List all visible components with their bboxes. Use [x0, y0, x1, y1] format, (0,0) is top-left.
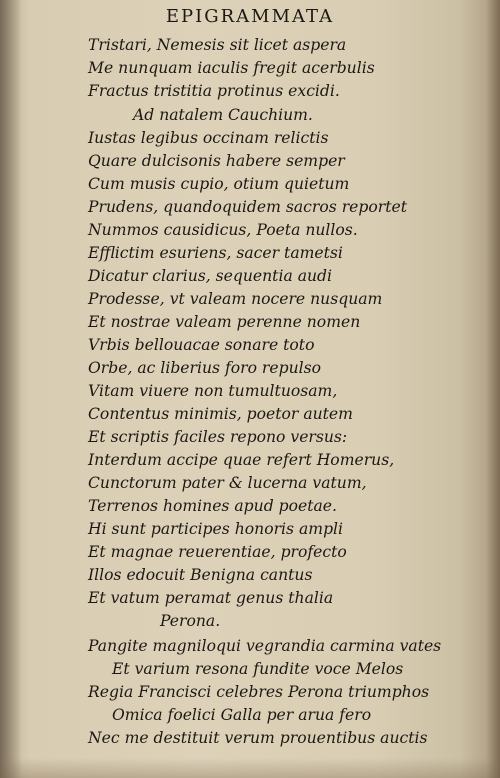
poem-line: Pangite magniloqui vegrandia carmina vates: [88, 637, 442, 655]
poem-line: Dicatur clarius, sequentia audi: [88, 267, 333, 285]
poem-line: Nummos causidicus, Poeta nullos.: [88, 221, 358, 239]
poem-line: Illos edocuit Benigna cantus: [88, 566, 313, 584]
poem-line: Efflictim esuriens, sacer tametsi: [88, 244, 343, 262]
poem-line: Me nunquam iaculis fregit acerbulis: [88, 59, 375, 77]
poem-line: Regia Francisci celebres Perona triumphos: [88, 683, 430, 701]
poem-line: Fractus tristitia protinus excidi.: [88, 82, 340, 100]
poem-line: Prudens, quandoquidem sacros reportet: [88, 198, 407, 216]
spine-shadow: [0, 0, 22, 778]
page-edge-shadow: [486, 0, 500, 778]
poem-line: Omica foelici Galla per arua fero: [112, 706, 372, 724]
poem-line: Et nostrae valeam perenne nomen: [88, 313, 361, 331]
poem-line: Interdum accipe quae refert Homerus,: [88, 451, 395, 469]
poem-line: Iustas legibus occinam relictis: [88, 129, 329, 147]
poem-line: Prodesse, vt valeam nocere nusquam: [88, 290, 383, 308]
poem-line: Nec me destituit verum prouentibus auctis: [88, 729, 428, 747]
poem-line: Vitam viuere non tumultuosam,: [88, 382, 338, 400]
bottom-shadow: [0, 758, 500, 778]
poem-line: Et scriptis faciles repono versus:: [88, 428, 348, 446]
poem-line: Orbe, ac liberius foro repulso: [88, 359, 322, 377]
poem-line: Vrbis bellouacae sonare toto: [88, 336, 315, 354]
poem-line: Hi sunt participes honoris ampli: [88, 520, 344, 538]
running-header: EPIGRAMMATA: [165, 6, 335, 27]
poem-line: Perona.: [160, 612, 221, 630]
poem-line: Cum musis cupio, otium quietum: [88, 175, 350, 193]
poem-line: Terrenos homines apud poetae.: [88, 497, 337, 515]
poem-line: Cunctorum pater & lucerna vatum,: [88, 474, 367, 492]
poem-line: Tristari, Nemesis sit licet aspera: [88, 36, 347, 54]
poem-line: Contentus minimis, poetor autem: [88, 405, 353, 423]
poem-line: Et magnae reuerentiae, profecto: [88, 543, 347, 561]
poem-line: Et varium resona fundite voce Melos: [112, 660, 404, 678]
poem-line: Quare dulcisonis habere semper: [88, 152, 345, 170]
poem-line: Et vatum peramat genus thalia: [88, 589, 334, 607]
section-heading: Ad natalem Cauchium.: [133, 106, 313, 124]
